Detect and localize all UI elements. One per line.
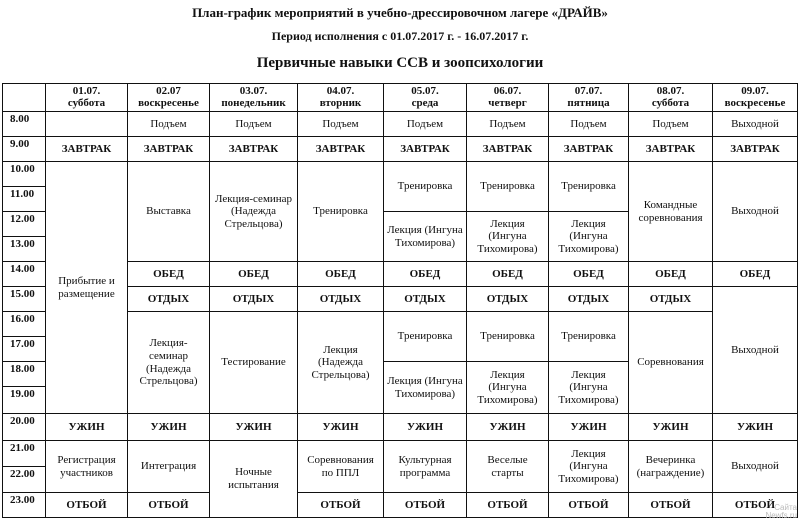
schedule-cell-text: Подъем bbox=[406, 117, 444, 130]
schedule-cell-text: ЗАВТРАК bbox=[315, 142, 366, 155]
schedule-cell-text: УЖИН bbox=[489, 420, 526, 433]
schedule-cell bbox=[127, 161, 210, 262]
time-label: 18.00 bbox=[10, 363, 35, 375]
schedule-cell-text: УЖИН bbox=[736, 420, 774, 433]
schedule-cell bbox=[712, 440, 798, 493]
time-slot bbox=[2, 336, 46, 362]
schedule-cell-text: ОБЕД bbox=[655, 267, 686, 280]
schedule-cell bbox=[297, 492, 384, 518]
schedule-cell bbox=[628, 136, 713, 162]
schedule-cell bbox=[209, 161, 298, 262]
schedule-cell bbox=[466, 492, 549, 518]
schedule-cell-text: Лекция (Ингуна Тихомирова) bbox=[387, 223, 463, 249]
schedule-cell-text: Выходной bbox=[731, 460, 779, 473]
schedule-cell-text: Тренировка bbox=[397, 180, 453, 193]
time-slot bbox=[2, 111, 46, 137]
time-slot bbox=[2, 186, 46, 212]
schedule-cell bbox=[466, 361, 549, 414]
schedule-cell-text: Командные соревнования bbox=[638, 198, 703, 224]
time-label: 17.00 bbox=[10, 338, 35, 350]
schedule-cell-text: Тренировка bbox=[397, 330, 453, 343]
time-label: 8.00 bbox=[10, 113, 30, 125]
schedule-cell bbox=[628, 440, 713, 493]
schedule-cell-text: ЗАВТРАК bbox=[482, 142, 533, 155]
day-weekday: воскресенье bbox=[724, 96, 786, 109]
time-slot bbox=[2, 466, 46, 493]
schedule-cell-text: ЗАВТРАК bbox=[61, 142, 112, 155]
schedule-cell bbox=[548, 261, 629, 287]
schedule-cell-text: Лекция (Ингуна Тихомирова) bbox=[477, 368, 538, 406]
schedule-cell-text: Тестирование bbox=[221, 356, 286, 369]
time-label: 10.00 bbox=[10, 163, 35, 175]
schedule-cell-text: Тренировка bbox=[480, 330, 535, 343]
schedule-cell bbox=[548, 211, 629, 262]
schedule-cell-text: Лекция (Ингуна Тихомирова) bbox=[558, 447, 619, 485]
period-line: Период исполнения с 01.07.2017 г. - 16.07.2017 г. bbox=[271, 29, 529, 43]
schedule-cell-text: УЖИН bbox=[652, 420, 689, 433]
schedule-cell-text: УЖИН bbox=[150, 420, 187, 433]
schedule-cell-text: Подъем bbox=[570, 117, 607, 130]
schedule-cell-text: Лекция (Ингуна Тихомирова) bbox=[477, 217, 538, 255]
time-label: 15.00 bbox=[10, 288, 35, 300]
schedule-cell-text: Культурная программа bbox=[398, 453, 452, 479]
schedule-cell-text: Подъем bbox=[235, 117, 272, 130]
schedule-cell bbox=[127, 311, 210, 414]
schedule-cell bbox=[127, 413, 210, 441]
schedule-cell bbox=[466, 311, 549, 362]
day-weekday: вторник bbox=[319, 96, 362, 109]
time-slot bbox=[2, 236, 46, 262]
schedule-cell-text: ОТБОЙ bbox=[320, 498, 361, 511]
schedule-cell-text: ЗАВТРАК bbox=[563, 142, 614, 155]
schedule-cell-text: ОТДЫХ bbox=[649, 292, 692, 305]
day-header bbox=[548, 83, 629, 112]
schedule-cell-text: ОТБОЙ bbox=[148, 498, 189, 511]
time-label: 12.00 bbox=[10, 213, 35, 225]
time-label: 14.00 bbox=[10, 263, 35, 275]
schedule-cell bbox=[297, 440, 384, 493]
schedule-cell-text: УЖИН bbox=[322, 420, 359, 433]
schedule-cell-text: ОБЕД bbox=[325, 267, 356, 280]
day-header bbox=[628, 83, 713, 112]
schedule-cell-text: ОТБОЙ bbox=[487, 498, 528, 511]
time-label: 19.00 bbox=[10, 388, 35, 400]
schedule-cell bbox=[548, 311, 629, 362]
schedule-cell bbox=[548, 286, 629, 312]
time-label: 21.00 bbox=[10, 442, 35, 454]
schedule-cell bbox=[466, 440, 549, 493]
schedule-cell bbox=[548, 492, 629, 518]
header-corner bbox=[2, 83, 46, 112]
schedule-cell bbox=[383, 161, 467, 212]
day-weekday: суббота bbox=[67, 96, 106, 109]
schedule-cell-text: Выставка bbox=[146, 205, 191, 218]
schedule-cell bbox=[297, 413, 384, 441]
day-weekday: среда bbox=[411, 96, 439, 109]
day-date: 05.07. bbox=[411, 84, 439, 97]
schedule-cell-text: ОТДЫХ bbox=[404, 292, 446, 305]
schedule-cell-text: Ночные испытания bbox=[228, 466, 279, 491]
schedule-cell-text: ОБЕД bbox=[153, 267, 184, 280]
document-title: План-график мероприятий в учебно-дрессировочном лагере «ДРАЙВ» bbox=[192, 5, 608, 20]
schedule-cell bbox=[127, 261, 210, 287]
schedule-cell-text: Вечеринка (награждение) bbox=[636, 453, 705, 479]
schedule-cell bbox=[466, 111, 549, 137]
day-date: 02.07 bbox=[156, 84, 181, 97]
schedule-cell bbox=[297, 286, 384, 312]
day-date: 08.07. bbox=[656, 84, 685, 97]
schedule-cell-text: ЗАВТРАК bbox=[645, 142, 696, 155]
watermark: Сайта Newfs.ru bbox=[765, 503, 797, 520]
schedule-cell bbox=[466, 413, 549, 441]
schedule-cell bbox=[548, 161, 629, 212]
schedule-cell-text: УЖИН bbox=[570, 420, 607, 433]
schedule-cell-text: ЗАВТРАК bbox=[400, 142, 450, 155]
schedule-cell bbox=[127, 492, 210, 518]
schedule-cell-text: Выходной bbox=[731, 343, 779, 356]
schedule-cell bbox=[297, 311, 384, 414]
schedule-cell-text: Подъем bbox=[489, 117, 526, 130]
schedule-cell-text: Тренировка bbox=[561, 180, 616, 193]
program-subtitle: Первичные навыки ССВ и зоопсихологии bbox=[256, 55, 544, 71]
schedule-cell bbox=[45, 413, 128, 441]
schedule-cell-text: Подъем bbox=[322, 117, 359, 130]
day-header bbox=[297, 83, 384, 112]
schedule-cell bbox=[548, 136, 629, 162]
schedule-cell bbox=[297, 136, 384, 162]
time-label: 20.00 bbox=[10, 415, 35, 427]
schedule-cell-text: Соревнования bbox=[637, 356, 704, 369]
schedule-cell-text: Соревнования по ППЛ bbox=[307, 453, 374, 479]
schedule-cell-text: ОБЕД bbox=[573, 267, 604, 280]
time-slot bbox=[2, 440, 46, 467]
day-date: 04.07. bbox=[326, 84, 355, 97]
schedule-cell-text: ОТБОЙ bbox=[568, 498, 609, 511]
schedule-cell-text: УЖИН bbox=[235, 420, 272, 433]
schedule-cell-text: ОТБОЙ bbox=[734, 498, 776, 511]
schedule-cell bbox=[712, 261, 798, 287]
schedule-cell-text: ОБЕД bbox=[492, 267, 523, 280]
time-slot bbox=[2, 136, 46, 162]
schedule-cell bbox=[297, 261, 384, 287]
schedule-cell-text: ОБЕД bbox=[238, 267, 269, 280]
schedule-cell-text: ОТДЫХ bbox=[319, 292, 362, 305]
schedule-cell bbox=[628, 492, 713, 518]
schedule-cell bbox=[712, 286, 798, 414]
schedule-cell-text: Тренировка bbox=[480, 180, 535, 193]
schedule-cell-text: ОБЕД bbox=[739, 267, 771, 280]
schedule-cell bbox=[712, 111, 798, 137]
schedule-cell-text: Лекция (Надежда Стрельцова) bbox=[311, 343, 370, 381]
schedule-cell-text: Тренировка bbox=[561, 330, 616, 343]
schedule-cell bbox=[127, 136, 210, 162]
schedule-cell bbox=[466, 136, 549, 162]
schedule-cell bbox=[45, 111, 128, 137]
day-date: 09.07. bbox=[741, 84, 769, 97]
time-slot bbox=[2, 261, 46, 287]
time-label: 23.00 bbox=[10, 494, 35, 506]
schedule-cell bbox=[628, 161, 713, 262]
schedule-cell bbox=[45, 440, 128, 493]
schedule-cell bbox=[297, 111, 384, 137]
schedule-cell-text: ОБЕД bbox=[409, 267, 441, 280]
schedule-cell-text: ОТДЫХ bbox=[232, 292, 275, 305]
time-slot bbox=[2, 492, 46, 518]
schedule-cell bbox=[466, 286, 549, 312]
schedule-cell bbox=[628, 261, 713, 287]
schedule-cell bbox=[209, 136, 298, 162]
schedule-cell-text: ЗАВТРАК bbox=[228, 142, 279, 155]
schedule-cell bbox=[45, 492, 128, 518]
day-date: 03.07. bbox=[239, 84, 268, 97]
day-header bbox=[466, 83, 549, 112]
schedule-cell bbox=[209, 440, 298, 518]
schedule-cell bbox=[628, 111, 713, 137]
schedule-cell bbox=[628, 413, 713, 441]
schedule-cell bbox=[466, 261, 549, 287]
schedule-cell-text: ОТБОЙ bbox=[650, 498, 691, 511]
time-label: 16.00 bbox=[10, 313, 35, 325]
schedule-cell-text: Интеграция bbox=[140, 460, 197, 473]
schedule-cell-text: Подъем bbox=[150, 117, 187, 130]
schedule-cell bbox=[209, 413, 298, 441]
day-date: 06.07. bbox=[493, 84, 522, 97]
schedule-cell-text: ОТДЫХ bbox=[486, 292, 529, 305]
schedule-cell-text: УЖИН bbox=[68, 420, 105, 433]
time-slot bbox=[2, 311, 46, 337]
schedule-cell bbox=[45, 136, 128, 162]
schedule-cell bbox=[466, 161, 549, 212]
day-header bbox=[712, 83, 798, 112]
day-header bbox=[127, 83, 210, 112]
schedule-cell bbox=[548, 413, 629, 441]
schedule-cell-text: Лекция-семинар (Надежда Стрельцова) bbox=[214, 192, 293, 230]
schedule-cell bbox=[466, 211, 549, 262]
schedule-cell-text: Регистрация участников bbox=[57, 453, 116, 479]
day-weekday: воскресенье bbox=[138, 96, 199, 109]
day-header bbox=[383, 83, 467, 112]
schedule-cell bbox=[628, 311, 713, 414]
time-slot bbox=[2, 286, 46, 312]
schedule-cell-text: Лекция (Ингуна Тихомирова) bbox=[387, 374, 463, 400]
time-label: 22.00 bbox=[10, 468, 35, 480]
schedule-cell-text: ЗАВТРАК bbox=[730, 142, 780, 155]
time-label: 11.00 bbox=[10, 188, 35, 200]
schedule-cell bbox=[209, 286, 298, 312]
schedule-cell-text: ЗАВТРАК bbox=[143, 142, 194, 155]
schedule-cell bbox=[209, 111, 298, 137]
schedule-cell-text: ОТДЫХ bbox=[147, 292, 190, 305]
schedule-cell bbox=[127, 111, 210, 137]
schedule-cell bbox=[383, 111, 467, 137]
schedule-cell bbox=[127, 440, 210, 493]
schedule-cell bbox=[209, 311, 298, 414]
schedule-cell bbox=[548, 440, 629, 493]
schedule-cell-text: ОТБОЙ bbox=[66, 498, 107, 511]
schedule-cell-text: Тренировка bbox=[313, 205, 368, 218]
schedule-cell bbox=[548, 111, 629, 137]
day-date: 07.07. bbox=[574, 84, 603, 97]
schedule-cell bbox=[712, 413, 798, 441]
schedule-cell bbox=[383, 211, 467, 262]
schedule-cell-text: ОТБОЙ bbox=[404, 498, 446, 511]
schedule-cell bbox=[548, 361, 629, 414]
time-slot bbox=[2, 211, 46, 237]
schedule-cell-text: Лекция (Ингуна Тихомирова) bbox=[558, 217, 619, 255]
schedule-cell-text: Подъем bbox=[652, 117, 689, 130]
schedule-cell-text: Лекция-семинар (Надежда Стрельцова) bbox=[139, 337, 198, 388]
schedule-cell bbox=[712, 136, 798, 162]
schedule-cell-text: Прибытие и размещение bbox=[58, 274, 115, 300]
schedule-cell-text: Лекция (Ингуна Тихомирова) bbox=[558, 368, 619, 406]
day-weekday: понедельник bbox=[221, 96, 286, 109]
schedule-cell bbox=[297, 161, 384, 262]
schedule-cell-text: Веселые старты bbox=[487, 453, 528, 479]
day-header bbox=[209, 83, 298, 112]
schedule-cell bbox=[712, 161, 798, 262]
schedule-cell bbox=[383, 492, 467, 518]
schedule-cell bbox=[383, 261, 467, 287]
schedule-cell bbox=[383, 361, 467, 414]
schedule-cell bbox=[45, 161, 128, 414]
schedule-cell-text: Выходной bbox=[731, 205, 779, 218]
time-slot bbox=[2, 413, 46, 441]
day-date: 01.07. bbox=[72, 84, 101, 97]
schedule-cell bbox=[628, 286, 713, 312]
schedule-cell-text: ОТДЫХ bbox=[567, 292, 610, 305]
time-slot bbox=[2, 386, 46, 414]
time-slot bbox=[2, 361, 46, 387]
day-weekday: суббота bbox=[651, 96, 690, 109]
day-header bbox=[45, 83, 128, 112]
schedule-cell bbox=[383, 440, 467, 493]
time-slot bbox=[2, 161, 46, 187]
schedule-cell bbox=[383, 311, 467, 362]
schedule-cell bbox=[383, 136, 467, 162]
schedule-cell-text: Выходной bbox=[731, 117, 779, 130]
schedule-cell-text: УЖИН bbox=[406, 420, 444, 433]
day-weekday: пятница bbox=[567, 96, 610, 109]
day-weekday: четверг bbox=[488, 96, 527, 109]
schedule-cell bbox=[383, 286, 467, 312]
time-label: 13.00 bbox=[10, 238, 35, 250]
schedule-cell bbox=[127, 286, 210, 312]
schedule-cell bbox=[209, 261, 298, 287]
schedule-cell bbox=[383, 413, 467, 441]
time-label: 9.00 bbox=[10, 138, 30, 150]
